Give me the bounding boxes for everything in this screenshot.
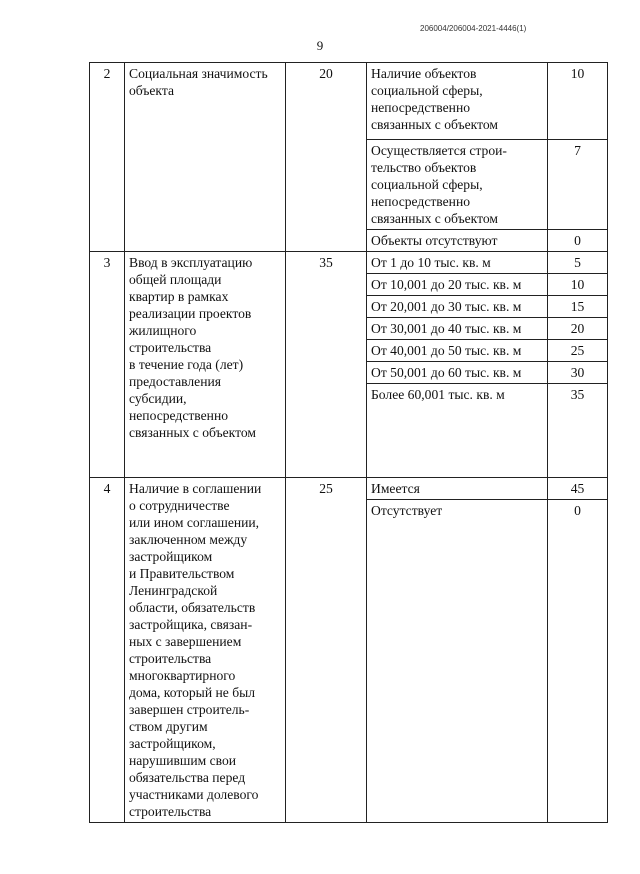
option-score: 10: [548, 274, 608, 296]
max-score: 20: [286, 63, 367, 252]
document-id: 206004/206004-2021-4446(1): [420, 24, 527, 33]
option-score: 0: [548, 500, 608, 823]
criterion-text: Социальная значимость объекта: [125, 63, 286, 252]
row-number: 4: [90, 478, 125, 823]
max-score: 35: [286, 252, 367, 478]
page-number: 9: [316, 38, 324, 53]
option-text: Более 60,001 тыс. кв. м: [367, 384, 548, 478]
table-row: [90, 252, 608, 274]
row-number: 2: [90, 63, 125, 252]
max-score: 25: [286, 478, 367, 823]
option-score: 20: [548, 318, 608, 340]
criterion-text: Наличие в соглашении о сотрудничестве или ином соглашении, заключенном между застройщиком и Правительством Ленинградской области, обязательств застройщика, связан- ных с завершением строительства многоквартирного дома, который не был завершен строитель- ством другим застройщиком, нарушившим свои обязательства перед участниками долевого строительства: [125, 478, 286, 823]
option-text: От 10,001 до 20 тыс. кв. м: [367, 274, 548, 296]
option-score: 45: [548, 478, 608, 500]
option-text: Наличие объектов социальной сферы, непосредственно связанных с объектом: [367, 63, 548, 140]
option-text: Отсутствует: [367, 500, 548, 823]
option-text: От 20,001 до 30 тыс. кв. м: [367, 296, 548, 318]
option-score: 10: [548, 63, 608, 140]
option-text: Имеется: [367, 478, 548, 500]
table-row: [90, 478, 608, 500]
option-score: 35: [548, 384, 608, 478]
option-score: 15: [548, 296, 608, 318]
option-text: От 1 до 10 тыс. кв. м: [367, 252, 548, 274]
criterion-text: Ввод в эксплуатацию общей площади квартир в рамках реализации проектов жилищного строительства в течение года (лет) предоставления субсидии, непосредственно связанных с объектом: [125, 252, 286, 478]
option-score: 5: [548, 252, 608, 274]
option-score: 30: [548, 362, 608, 384]
option-text: От 50,001 до 60 тыс. кв. м: [367, 362, 548, 384]
option-text: От 40,001 до 50 тыс. кв. м: [367, 340, 548, 362]
option-text: От 30,001 до 40 тыс. кв. м: [367, 318, 548, 340]
option-score: 7: [548, 140, 608, 230]
option-score: 25: [548, 340, 608, 362]
option-text: Осуществляется строи- тельство объектов социальной сферы, непосредственно связанных с объектом: [367, 140, 548, 230]
criteria-table: [89, 62, 608, 823]
row-number: 3: [90, 252, 125, 478]
option-text: Объекты отсутствуют: [367, 230, 548, 252]
table-row: [90, 63, 608, 140]
option-score: 0: [548, 230, 608, 252]
